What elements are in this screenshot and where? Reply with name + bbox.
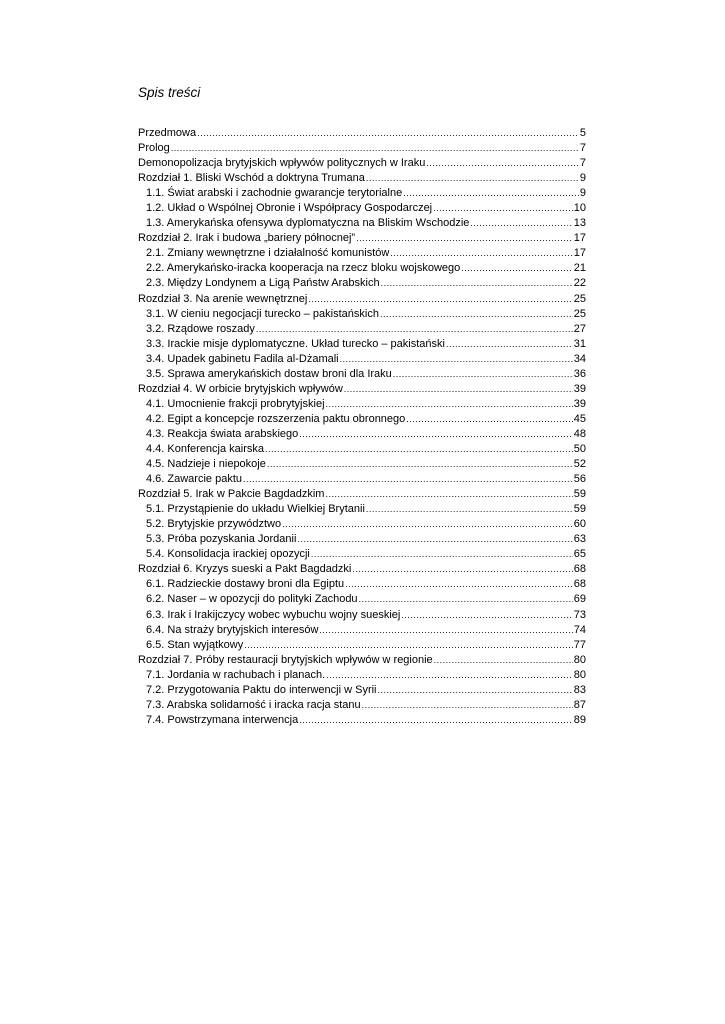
toc-dot-leader xyxy=(244,638,573,653)
toc-subentry[interactable] xyxy=(138,638,586,653)
toc-dot-leader xyxy=(243,472,573,487)
toc-page-number: 87 xyxy=(573,698,586,711)
toc-dot-leader xyxy=(356,231,573,246)
toc-page-number: 13 xyxy=(573,217,586,230)
toc-entry-text: Rozdział 5. Irak w Pakcie Bagdadzkim xyxy=(138,488,325,501)
toc-page-number: 63 xyxy=(573,533,586,546)
toc-subentry[interactable] xyxy=(138,713,586,728)
toc-dot-leader xyxy=(359,592,573,607)
toc-subentry[interactable] xyxy=(138,532,586,547)
toc-entry-text: 6.1. Radzieckie dostawy broni dla Egiptu xyxy=(146,578,345,591)
toc-page-number: 17 xyxy=(573,247,586,260)
toc-dot-leader xyxy=(256,322,573,337)
toc-subentry[interactable] xyxy=(138,216,586,231)
toc-entry-text: Rozdział 3. Na arenie wewnętrznej xyxy=(138,292,308,305)
toc-subentry[interactable] xyxy=(138,668,586,683)
toc-dot-leader xyxy=(380,307,573,322)
toc-subentry[interactable] xyxy=(138,502,586,517)
toc-page-number: 56 xyxy=(573,473,586,486)
toc-dot-leader xyxy=(325,487,572,502)
toc-page-number: 60 xyxy=(573,518,586,531)
toc-entry-text: 5.2. Brytyjskie przywództwo xyxy=(146,518,282,531)
toc-entry-text: 3.1. W cieniu negocjacji turecko – pakistańskich xyxy=(146,307,379,320)
toc-subentry[interactable] xyxy=(138,201,586,216)
toc-entry-text: 4.2. Egipt a koncepcje rozszerzenia paktu obronnego xyxy=(146,412,406,425)
toc-dot-leader xyxy=(299,427,573,442)
toc-page-number: 17 xyxy=(573,232,586,245)
toc-subentry[interactable] xyxy=(138,276,586,291)
toc-page-number: 31 xyxy=(573,337,586,350)
toc-entry-text: 1.2. Układ o Wspólnej Obronie i Współpracy Gospodarczej xyxy=(146,202,433,215)
toc-entry-text: Przedmowa xyxy=(138,127,197,139)
toc-page-number: 45 xyxy=(573,412,586,425)
toc-entry-text: 1.3. Amerykańska ofensywa dyplomatyczna na Bliskim Wschodzie xyxy=(146,217,470,230)
toc-entry-text: 5.4. Konsolidacja irackiej opozycji xyxy=(146,548,310,561)
toc-page-number: 5 xyxy=(579,127,586,139)
toc-entry-text: 3.4. Upadek gabinetu Fadila al-Dżamali xyxy=(146,352,339,365)
toc-entry-text: 4.1. Umocnienie frakcji probrytyjskiej xyxy=(146,397,325,410)
toc-page-number: 21 xyxy=(573,262,586,275)
toc-entry[interactable] xyxy=(138,126,586,141)
toc-dot-leader xyxy=(426,156,579,171)
toc-entry-text: 7.2. Przygotowania Paktu do interwencji w Syrii xyxy=(146,683,377,696)
toc-page-number: 36 xyxy=(573,367,586,380)
toc-dot-leader xyxy=(345,577,573,592)
toc-subentry[interactable] xyxy=(138,592,586,607)
toc-dot-leader xyxy=(406,412,572,427)
toc-dot-leader xyxy=(340,352,573,367)
toc-dot-leader xyxy=(393,367,573,382)
toc-page-number: 39 xyxy=(573,397,586,410)
toc-dot-leader xyxy=(403,186,579,201)
toc-subentry[interactable] xyxy=(138,337,586,352)
toc-subentry[interactable] xyxy=(138,322,586,337)
document-page xyxy=(138,84,586,728)
toc-subentry[interactable] xyxy=(138,261,586,276)
toc-entry-text: 6.3. Irak i Irakijczycy wobec wybuchu wojny sueskiej xyxy=(146,608,401,621)
toc-subentry[interactable] xyxy=(138,457,586,472)
toc-page-number: 25 xyxy=(573,307,586,320)
toc-page-number: 34 xyxy=(573,352,586,365)
toc-dot-leader xyxy=(378,683,573,698)
toc-entry-text: 5.3. Próba pozyskania Jordanii xyxy=(146,533,297,546)
toc-subentry[interactable] xyxy=(138,698,586,713)
toc-page-number: 48 xyxy=(573,427,586,440)
toc-dot-leader xyxy=(366,502,573,517)
toc-entry-text: 7.3. Arabska solidarność i iracka racja stanu xyxy=(146,698,361,711)
toc-page-number: 89 xyxy=(573,713,586,726)
toc-dot-leader xyxy=(171,141,579,156)
toc-subentry[interactable] xyxy=(138,608,586,623)
toc-entry-text: 6.2. Naser – w opozycji do polityki Zachodu xyxy=(146,593,358,606)
toc-dot-leader xyxy=(434,653,573,668)
toc-entry[interactable] xyxy=(138,141,586,156)
toc-dot-leader xyxy=(470,216,572,231)
toc-subentry[interactable] xyxy=(138,397,586,412)
toc-dot-leader xyxy=(366,171,579,186)
toc-subentry[interactable] xyxy=(138,442,586,457)
toc-page-number: 9 xyxy=(579,172,586,185)
toc-subentry[interactable] xyxy=(138,367,586,382)
toc-subentry[interactable] xyxy=(138,427,586,442)
toc-entry-text: 4.5. Nadzieje i niepokoje xyxy=(146,458,266,471)
toc-page-number: 22 xyxy=(573,277,586,290)
toc-page-number: 68 xyxy=(573,578,586,591)
toc-page-number: 69 xyxy=(573,593,586,606)
toc-entry-text: Rozdział 7. Próby restauracji brytyjskich wpływów w regionie xyxy=(138,653,433,666)
toc-list xyxy=(138,126,586,728)
toc-page-number: 52 xyxy=(573,458,586,471)
toc-entry-text: 2.1. Zmiany wewnętrzne i działalność komunistów xyxy=(146,247,390,260)
toc-page-number: 59 xyxy=(573,503,586,516)
toc-page-number: 68 xyxy=(573,563,586,576)
toc-entry[interactable] xyxy=(138,487,586,502)
toc-page-number: 65 xyxy=(573,548,586,561)
toc-entry-text: 3.5. Sprawa amerykańskich dostaw broni dla Iraku xyxy=(146,367,392,380)
toc-dot-leader xyxy=(433,201,573,216)
toc-subentry[interactable] xyxy=(138,352,586,367)
toc-dot-leader xyxy=(390,246,572,261)
toc-entry-text: Demonopolizacja brytyjskich wpływów politycznych w Iraku xyxy=(138,157,426,170)
toc-subentry[interactable] xyxy=(138,307,586,322)
toc-subentry[interactable] xyxy=(138,412,586,427)
toc-entry-text: 5.1. Przystąpienie do układu Wielkiej Brytanii xyxy=(146,503,365,516)
toc-dot-leader xyxy=(326,397,573,412)
toc-dot-leader xyxy=(446,337,573,352)
toc-entry-text: 4.6. Zawarcie paktu xyxy=(146,473,242,486)
toc-dot-leader xyxy=(344,382,573,397)
toc-page-number: 25 xyxy=(573,292,586,305)
toc-subentry[interactable] xyxy=(138,577,586,592)
toc-page-number: 77 xyxy=(573,638,586,651)
toc-dot-leader xyxy=(282,517,573,532)
toc-page-number: 10 xyxy=(573,202,586,215)
toc-page-number: 7 xyxy=(579,142,586,155)
toc-entry-text: 6.5. Stan wyjątkowy xyxy=(146,638,244,651)
toc-subentry[interactable] xyxy=(138,623,586,638)
toc-entry-text: Rozdział 2. Irak i budowa „bariery północnej” xyxy=(138,232,356,245)
toc-entry[interactable] xyxy=(138,562,586,577)
toc-entry[interactable] xyxy=(138,382,586,397)
toc-dot-leader xyxy=(267,457,573,472)
toc-dot-leader xyxy=(326,668,573,683)
toc-entry-text: 3.3. Irackie misje dyplomatyczne. Układ turecko – pakistański xyxy=(146,337,445,350)
toc-page-number: 73 xyxy=(573,608,586,621)
toc-page-number: 50 xyxy=(573,442,586,455)
toc-entry-text: 7.4. Powstrzymana interwencja xyxy=(146,713,299,726)
toc-page-number: 80 xyxy=(573,668,586,681)
toc-entry-text: 4.3. Reakcja świata arabskiego xyxy=(146,427,299,440)
toc-dot-leader xyxy=(352,562,572,577)
toc-dot-leader xyxy=(461,261,572,276)
toc-entry[interactable] xyxy=(138,171,586,186)
toc-entry-text: 1.1. Świat arabski i zachodnie gwarancje terytorialne xyxy=(146,187,403,200)
toc-subentry[interactable] xyxy=(138,472,586,487)
toc-entry-text: 7.1. Jordania w rachubach i planach. xyxy=(146,668,326,681)
toc-subentry[interactable] xyxy=(138,547,586,562)
toc-title: Spis treści xyxy=(138,85,201,100)
toc-subentry[interactable] xyxy=(138,683,586,698)
toc-page-number: 9 xyxy=(579,187,586,200)
toc-dot-leader xyxy=(319,623,572,638)
toc-entry-text: 4.4. Konferencja kairska xyxy=(146,442,265,455)
toc-page-number: 27 xyxy=(573,322,586,335)
toc-subentry[interactable] xyxy=(138,246,586,261)
toc-page-number: 74 xyxy=(573,623,586,636)
toc-dot-leader xyxy=(299,713,573,728)
toc-entry-text: Rozdział 6. Kryzys sueski a Pakt Bagdadzki xyxy=(138,563,352,576)
toc-entry-text: 2.3. Między Londynem a Ligą Państw Arabskich xyxy=(146,277,380,290)
toc-entry[interactable] xyxy=(138,653,586,668)
toc-entry[interactable] xyxy=(138,156,586,171)
toc-dot-leader xyxy=(362,698,573,713)
toc-entry[interactable] xyxy=(138,292,586,307)
toc-entry-text: Prolog xyxy=(138,142,170,155)
toc-dot-leader xyxy=(311,547,573,562)
toc-entry[interactable] xyxy=(138,231,586,246)
toc-dot-leader xyxy=(308,292,572,307)
toc-entry-text: 2.2. Amerykańsko-iracka kooperacja na rzecz bloku wojskowego xyxy=(146,262,461,275)
toc-entry-text: Rozdział 1. Bliski Wschód a doktryna Trumana xyxy=(138,172,365,185)
toc-entry-text: 3.2. Rządowe roszady xyxy=(146,322,255,335)
toc-page-number: 59 xyxy=(573,488,586,501)
toc-subentry[interactable] xyxy=(138,517,586,532)
toc-page-number: 39 xyxy=(573,382,586,395)
toc-page-number: 80 xyxy=(573,653,586,666)
toc-subentry[interactable] xyxy=(138,186,586,201)
toc-page-number: 83 xyxy=(573,683,586,696)
toc-dot-leader xyxy=(381,276,573,291)
toc-dot-leader xyxy=(297,532,572,547)
toc-entry-text: Rozdział 4. W orbicie brytyjskich wpływów xyxy=(138,382,343,395)
toc-entry-text: 6.4. Na straży brytyjskich interesów xyxy=(146,623,319,636)
toc-page-number: 7 xyxy=(579,157,586,170)
toc-dot-leader xyxy=(265,442,573,457)
toc-dot-leader xyxy=(197,126,579,141)
toc-dot-leader xyxy=(401,608,572,623)
